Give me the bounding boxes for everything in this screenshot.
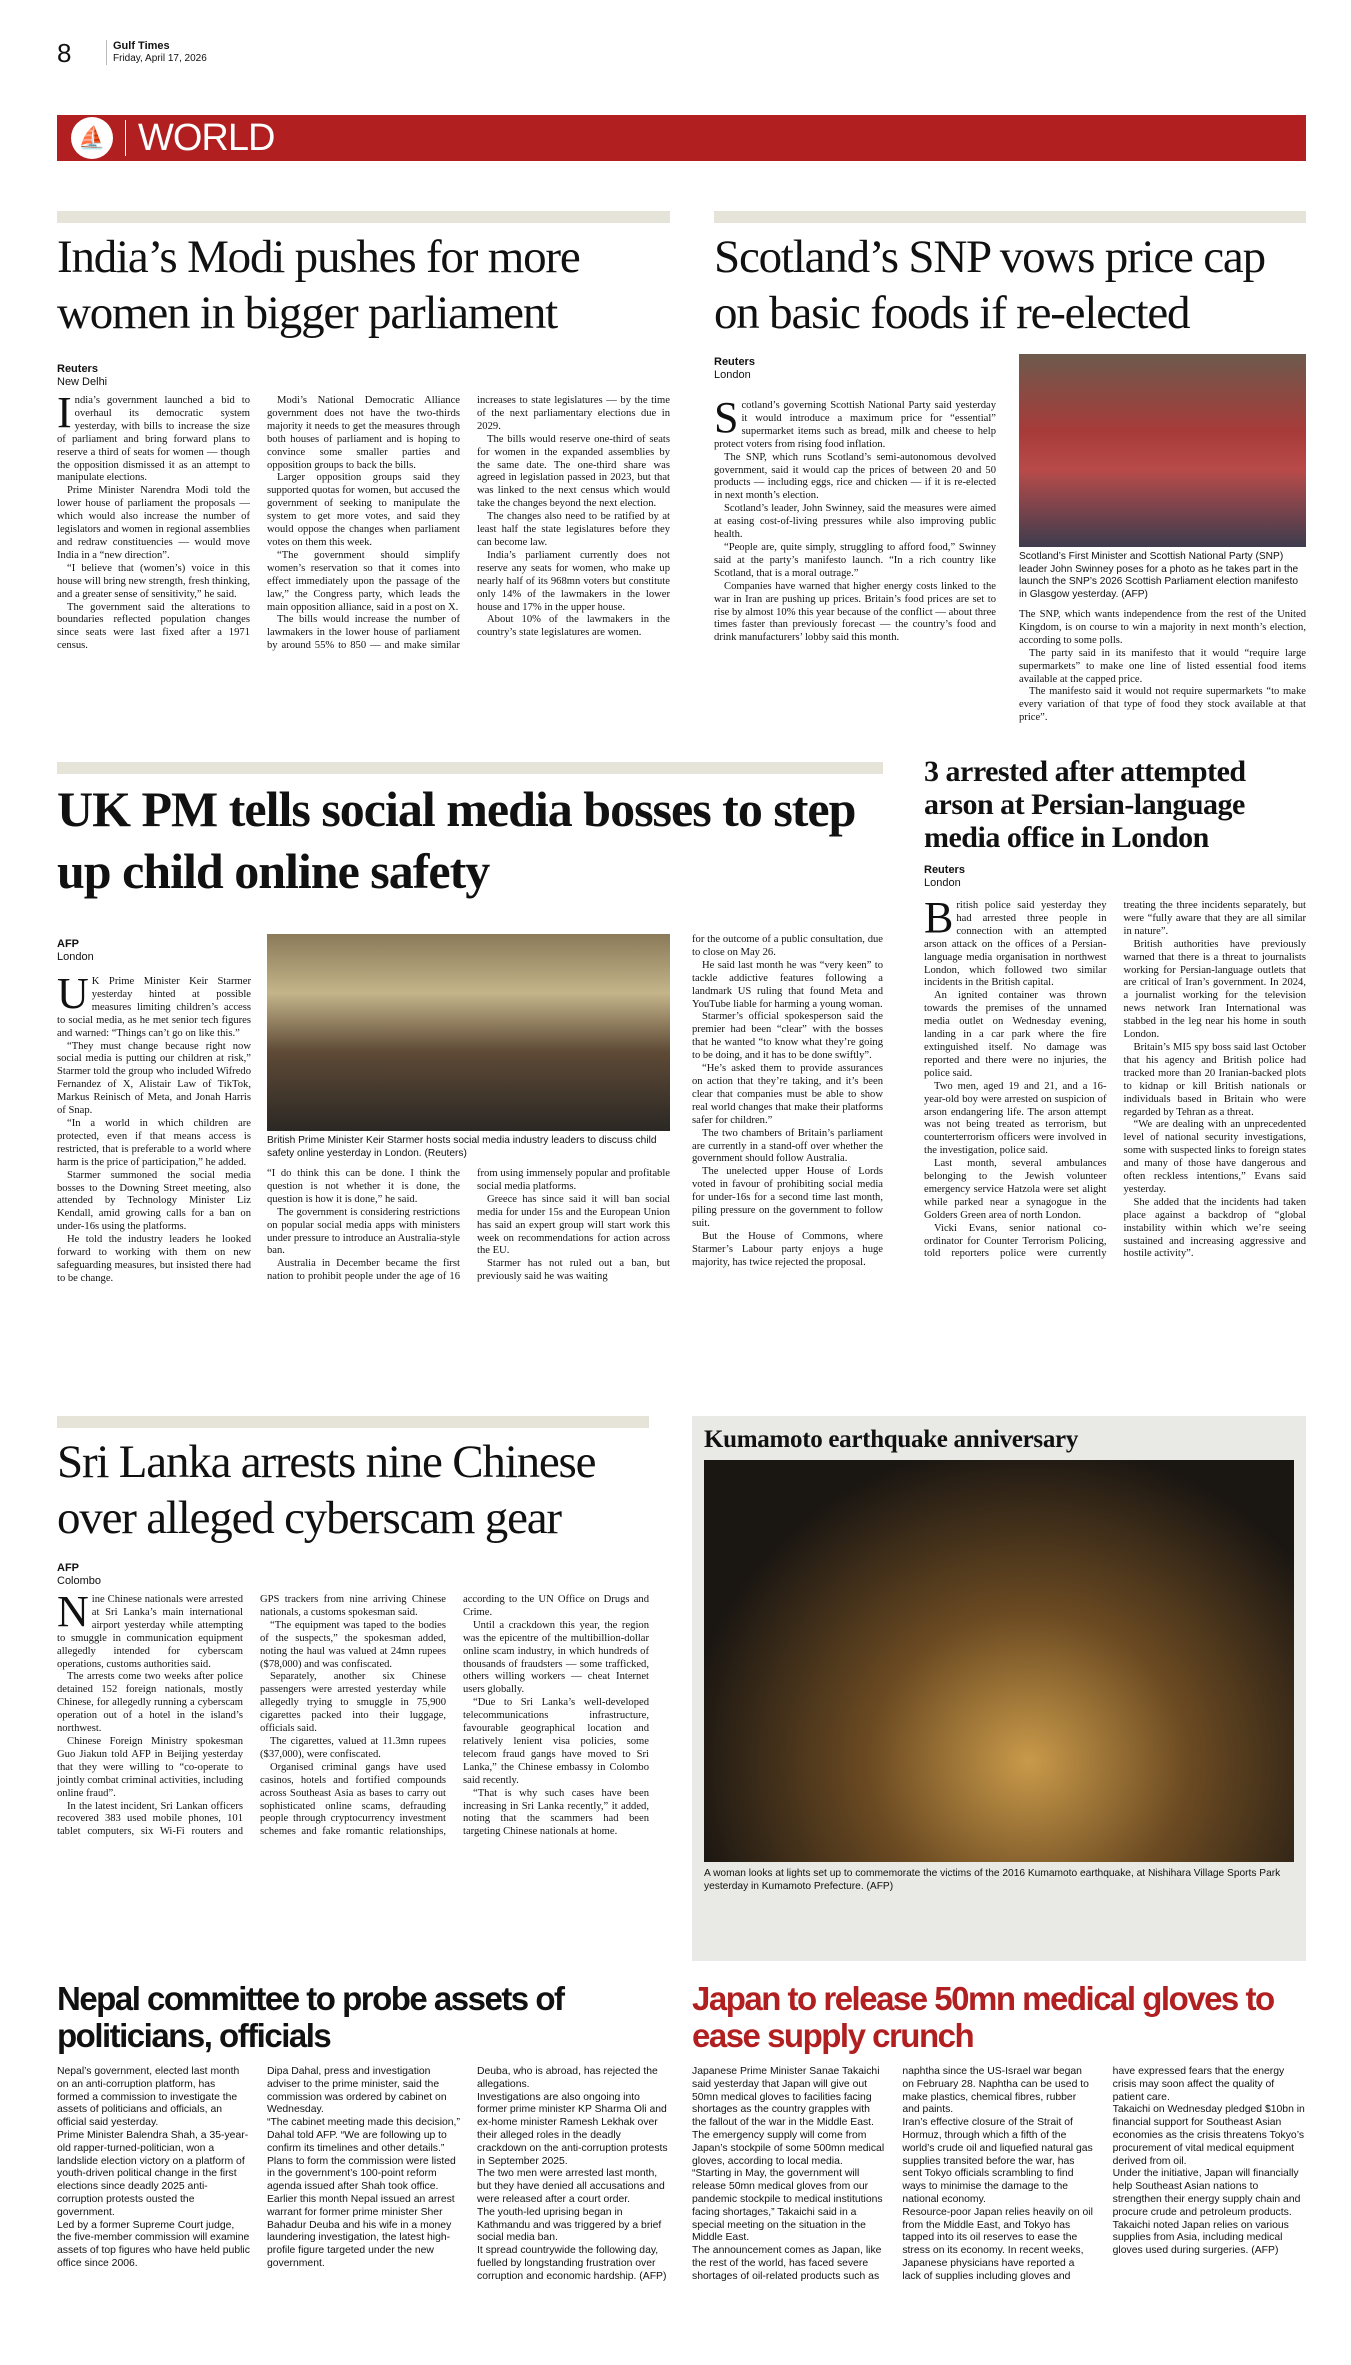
paragraph: The arrests come two weeks after police detained 152 foreign nationals, mostly Chinese, for allegedly running a cyberscam operation out of a hotel in the island’s northwest. — [57, 1671, 243, 1735]
article-body — [57, 969, 251, 1286]
article-body — [57, 1587, 649, 1839]
paragraph: India’s parliament currently does not reserve any seats for women, who make up nearly half of its 968mn voters but constitute only 14% of the lawmakers in the lower house and 17% in the upper house. — [477, 549, 670, 613]
page-number: 8 — [57, 38, 72, 68]
dhow-logo-icon: ⛵ — [71, 117, 113, 159]
paragraph: Larger opposition groups said they supported quotas for women, but accused the government of seeking to manipulate the system to get more votes, and said they would oppose the changes when parliament votes on them this week. — [267, 472, 460, 548]
photo-caption: A woman looks at lights set up to commemorate the victims of the 2016 Kumamoto earthquake, at Nishihara Village Sports Park yesterday in Kumamoto Prefecture. (AFP) — [704, 1868, 1281, 1892]
paragraph: The party said in its manifesto that it would “require large supermarkets” to make one line of listed essential food items available at the capped price. — [1019, 647, 1306, 685]
agency: AFP — [57, 938, 79, 950]
paragraph: Scotland’s leader, John Swinney, said the measures were aimed at easing cost-of-living pressures while also improving public health. — [714, 503, 996, 541]
byline — [57, 938, 251, 964]
paragraph: He said last month he was “very keen” to tackle addictive features following a landmark US ruling that found Meta and YouTube liable for harming a young woman. — [692, 959, 883, 1010]
paragraph: About 10% of the lawmakers in the country’s state legislatures are women. — [477, 614, 670, 639]
photo-feature-kumamoto — [692, 1416, 1306, 1961]
paragraph: The bills would reserve one-third of seats for women in the expanded assemblies by the same date. The one-third share was agreed in legislation passed in 2023, but that was linked to the next census which would take the changes beyond the next election. — [477, 433, 670, 510]
photo-starmer-meeting — [267, 934, 670, 1131]
paragraph: The two chambers of Britain’s parliament are currently in a stand-off over whether the government should follow Australia. — [692, 1127, 883, 1165]
paragraph: Vicki Evans, senior national co-ordinator for Counter Terrorism Policing, told reporters police were currently treating the three incidents separately, but were “fully aware that they are all similar in nature”. — [924, 900, 1306, 1260]
paragraph: The changes also need to be ratified by at least half the state legislatures before they can become law. — [477, 511, 670, 548]
paragraph: Takaichi on Wednesday pledged $10bn in financial support for Southeast Asian economies as the crisis threatens Tokyo’s procurement of vital medical equipment derived from oil. — [1112, 2104, 1305, 2167]
paragraph: Two men, aged 19 and 21, and a 16-year-old boy were arrested on suspicion of arson endangering life. The arson attempt was not being treated as terrorism, but counterterrorism officers were involved in the investigation, police said. — [924, 1080, 1107, 1157]
paragraph: The emergency supply will come from Japan’s stockpile of some 500mn medical gloves, according to local media. — [692, 2129, 885, 2167]
article-india — [57, 211, 670, 653]
paragraph: Starmer summoned the social media bosses to the Downing Street meeting, also attended by Technology Minister Liz Kendall, amid growing calls for a ban on under-16s using the platforms. — [57, 1169, 251, 1233]
article-uk-pm — [57, 762, 883, 1284]
paragraph: Starmer’s official spokesperson said the premier had been “clear” with the bosses that he wanted “to know what they’re going to be doing, and it has to be done swiftly”. — [692, 1011, 883, 1062]
dateline: London — [57, 951, 94, 963]
feature-title: Kumamoto earthquake anniversary — [704, 1426, 1079, 1453]
paragraph: Nepal’s government, elected last month on an anti-corruption platform, has formed a commission to investigate the assets of politicians and officials, an official said yesterday. — [57, 2066, 240, 2129]
paragraph: Australia in December became the first nation to prohibit people under the age of 16 from using immensely popular and profitable social media platforms. — [267, 1168, 670, 1283]
article-body — [57, 2066, 670, 2284]
agency: Reuters — [57, 363, 98, 375]
paragraph: Prime Minister Balendra Shah, a 35-year-old rapper-turned-politician, won a landslide election victory on a platform of youth-driven political change in the first elections since deadly 2025 anti-corruption protests ousted the government. — [57, 2129, 249, 2218]
byline — [57, 363, 237, 389]
paragraph: India’s government launched a bid to overhaul its democratic system yesterday, with bills to increase the size of parliament and bring forward plans to reserve a third of seats for women — though the opposition dismissed it as an attempt to manipulate elections. — [57, 388, 250, 484]
article-scotland — [714, 211, 1306, 724]
paragraph: The two men were arrested last month, but they have denied all accusations and were released after a court order. — [477, 2168, 665, 2205]
paragraph: Chinese Foreign Ministry spokesman Guo Jiakun told AFP in Beijing yesterday that they were willing to “co-operate to jointly combat criminal activities, including online fraud”. — [57, 1735, 243, 1799]
photo-caption: British Prime Minister Keir Starmer hosts social media industry leaders to discuss child safety online yesterday in London. (Reuters) — [267, 1135, 657, 1159]
divider — [714, 211, 1306, 223]
paragraph: Organised criminal gangs have used casinos, hotels and fortified compounds across Southeast Asia as bases to carry out sophisticated online scams, defrauding people through cryptocurrency investment schemes and fake romantic relationships, according to the UN Office on Drugs and Crime. — [260, 1594, 649, 1838]
paragraph: Earlier this month Nepal issued an arrest warrant for former prime minister Sher Bahadur Deuba and his wife in a money laundering investigation, the latest high-profile figure targeted under the new government. — [267, 2193, 455, 2269]
paragraph: Nine Chinese nationals were arrested at Sri Lanka’s main international airport yesterday while attempting to smuggle in communication equipment allegedly intended for cyberscam operations, customs authorities said. — [57, 1587, 243, 1670]
section-title: WORLD — [138, 116, 275, 159]
paragraph: Scotland’s governing Scottish National Party said yesterday it would introduce a maximum price for “essential” supermarket items such as bread, milk and cheese to help protect voters from rising food inflation. — [714, 393, 996, 450]
paragraph: Led by a former Supreme Court judge, the five-member commission will examine assets of top figures who have held public office since 2006. — [57, 2219, 250, 2269]
paragraph: “We are dealing with an unprecedented level of national security investigations, some with suspected links to foreign states and many of those have dangerous and often reckless intentions,” Evans said yesterday. — [1123, 1119, 1306, 1195]
headline: Japan to release 50mn medical gloves to ease supply crunch — [692, 1980, 1274, 2054]
headline: Sri Lanka arrests nine Chinese over alleged cyberscam gear — [57, 1436, 596, 1544]
paragraph: It spread countrywide the following day, fuelled by longstanding frustration over corruption and economic hardship. (AFP) — [477, 2245, 667, 2282]
article-body-continued — [267, 1168, 670, 1284]
paragraph: The cigarettes, valued at 11.3mn rupees ($37,000), were confiscated. — [260, 1735, 446, 1760]
agency: Reuters — [924, 864, 965, 876]
paragraph: The announcement comes as Japan, like the rest of the world, has faced severe shortages of oil-related products such as naphtha since the US-Israel war began on February 28. Naphtha can be used to make plastics, chemical fibres, rubber and paints. — [692, 2066, 1089, 2282]
photo-lanterns — [704, 1460, 1294, 1862]
headline: 3 arrested after attempted arson at Persian-language media office in London — [924, 755, 1246, 854]
paragraph: Dipa Dahal, press and investigation adviser to the prime minister, said the commission was ordered by cabinet on Wednesday. — [267, 2066, 447, 2116]
dateline: New Delhi — [57, 376, 108, 388]
article-body — [924, 893, 1306, 1261]
paragraph: An ignited container was thrown towards the premises of the unnamed media outlet on Wednesday evening, landing in a car park where the fire extinguished itself. No damage was reported and there were no injuries, the police said. — [924, 990, 1107, 1079]
article-body — [714, 393, 996, 645]
paragraph: Until a crackdown this year, the region was the epicentre of the multibillion-dollar online scam industry, in which hundreds of thousands of fraudsters — some trafficked, others willing workers — cheat Internet users globally. — [463, 1619, 649, 1696]
divider — [57, 1416, 649, 1428]
paragraph: Greece has since said it will ban social media for under 15s and the European Union has said an expert group will start work this week on recommendations for action across the EU. — [477, 1193, 670, 1257]
section-banner — [57, 115, 1306, 161]
agency: Reuters — [714, 356, 755, 368]
paragraph: Prime Minister Narendra Modi told the lower house of parliament the proposals — which would also increase the number of legislators and women in regional assemblies and redraw constituencies — would move India in a “new direction”. — [57, 485, 250, 561]
paragraph: But the House of Commons, where Starmer’s Labour party enjoys a huge majority, has twice rejected the proposal. — [692, 1230, 883, 1268]
paragraph: The SNP, which wants independence from the rest of the United Kingdom, is on course to win a majority in next month’s election, according to some polls. — [1019, 609, 1306, 646]
paragraph: “He’s asked them to provide assurances on action that they’re taking, and it’s been clear that companies must be able to show real world changes that make their platforms safer for children.” — [692, 1063, 883, 1126]
paragraph: Separately, another six Chinese passengers were arrested yesterday while allegedly trying to smuggle in 75,900 cigarettes packed into their luggage, officials said. — [260, 1671, 446, 1735]
paragraph: Companies have warned that higher energy costs linked to the war in Iran are pushing up prices. Britain’s food prices are set to rise by almost 10% this year because of the conflict — about three times faster than previously forecast — the country’s food and drink manufacturers’ lobby said this month. — [714, 580, 996, 644]
paragraph: “Starting in May, the government will release 50mn medical gloves from our pandemic stockpile to medical institutions facing shortages,” Takaichi said in a special meeting on the situation in the Middle East. — [692, 2168, 883, 2244]
divider — [125, 120, 126, 156]
paragraph: UK Prime Minister Keir Starmer yesterday hinted at possible measures limiting children’s access to social media, as he met senior tech figures and warned: “Things can’t go on like this.” — [57, 969, 251, 1039]
paragraph: “I believe that (women’s) voice in this house will bring new strength, fresh thinking, and a greater sense of sensitivity,” he said. — [57, 562, 251, 600]
byline — [714, 356, 996, 382]
paragraph: “People are, quite simply, struggling to afford food,” Swinney said at the party’s manifesto launch. “In a rich country like Scotland, that is a moral outrage.” — [714, 541, 996, 579]
paragraph: Investigations are also ongoing into former prime minister KP Sharma Oli and ex-home minister Ramesh Lekhak over their alleged roles in the deadly crackdown on the anti-corruption protests in September 2025. — [477, 2091, 668, 2167]
dateline: London — [924, 877, 961, 889]
divider — [57, 211, 670, 223]
paragraph: “Due to Sri Lanka’s well-developed telecommunications infrastructure, favourable geographical location and relatively lenient visa policies, some telecom fraud gangs have moved to Sri Lanka,” the Chinese embassy in Colombo said recently. — [463, 1697, 649, 1786]
paragraph: In the latest incident, Sri Lankan officers recovered 383 used mobile phones, 101 tablet computers, six Wi-Fi routers and GPS trackers from nine arriving Chinese nationals, a customs spokesman said. — [57, 1594, 446, 1838]
headline: Nepal committee to probe assets of politicians, officials — [57, 1980, 564, 2054]
article-japan — [692, 1980, 1306, 2284]
paragraph: Starmer has not ruled out a ban, but previously said he was waiting — [477, 1258, 670, 1283]
article-nepal — [57, 1980, 670, 2284]
paragraph: Modi’s National Democratic Alliance government does not have the two-thirds majority it needs to get the measures through both houses of parliament and is hoping to convince some smaller parties and opposition groups to back the bills. — [267, 395, 460, 471]
byline — [57, 1562, 649, 1588]
paragraph: Under the initiative, Japan will financially help Southeast Asian nations to strengthen their energy supply chain and procure crude and petroleum products. Takaichi noted Japan relies on various supplies from Asia, including medical gloves used during surgeries. (AFP) — [1112, 2168, 1301, 2257]
agency: AFP — [57, 1562, 79, 1574]
paragraph: Iran’s effective closure of the Strait of Hormuz, through which a fifth of the world’s crude oil and liquefied natural gas supplies transited before the war, has sent Tokyo officials scrambling to find ways to minimise the damage to the national economy. — [902, 2117, 1093, 2205]
article-srilanka — [57, 1416, 649, 1839]
paragraph: “In a world in which children are protected, even if that means access is restricted, that is preferable to a world where harm is the price of participation,” he added. — [57, 1117, 251, 1168]
paragraph: Deuba, who is abroad, has rejected the allegations. — [477, 2066, 658, 2090]
paragraph: He told the industry leaders he looked forward to working with them on new safeguarding measures, but insisted there had to be change. — [57, 1234, 251, 1284]
headline: India’s Modi pushes for more women in bigger parliament — [57, 231, 580, 339]
paragraph: She added that the incidents had taken place against a backdrop of “global instability within which we’re seeing sustained and increasing aggressive and hostile activity”. — [1123, 1196, 1306, 1260]
headline: UK PM tells social media bosses to step up child online safety — [57, 781, 856, 899]
paragraph: Britain’s MI5 spy boss said last October that his agency and British police had tracked more than 20 Iranian-backed plots to kidnap or kill British nationals or individuals based in Britain who were regarded by Tehran as a threat. — [1123, 1041, 1306, 1118]
byline — [924, 864, 1306, 890]
paragraph: The government said the alterations to boundaries reflected population changes since seats were last fixed after a 1971 census. — [57, 601, 250, 652]
paragraph: “I do think this can be done. I think the question is not whether it is done, the question is how it is done,” he said. — [267, 1168, 460, 1205]
paragraph: “They must change because right now social media is putting our children at risk,” Starmer told the group who included Wifredo Fernandez of X, Alistair Law of TikTok, Markus Reinisch of Meta, and Jonah Harris of Snap. — [57, 1040, 251, 1117]
dateline: Colombo — [57, 1575, 102, 1587]
paragraph: “The equipment was taped to the bodies of the suspects,” the spokesman added, noting the haul was valued at 24mn rupees ($78,000) and was confiscated. — [260, 1619, 446, 1670]
masthead — [106, 40, 207, 65]
photo-caption: Scotland’s First Minister and Scottish National Party (SNP) leader John Swinney poses for a photo as he takes part in the launch the SNP’s 2026 Scottish Parliament election manifesto in Glasgow yesterday. (AFP) — [1019, 551, 1299, 600]
paragraph: Resource-poor Japan relies heavily on oil from the Middle East, and Tokyo has tapped into its oil reserves to ease the stress on its economy. In recent weeks, Japanese physicians have reported a lack of supplies including gloves and have expressed fears that the energy crisis may soon affect the quality of patient care. — [902, 2066, 1285, 2282]
paragraph: for the outcome of a public consultation, due to close on May 26. — [692, 934, 883, 958]
paragraph: The bills would increase the number of lawmakers in the lower house of parliament by around 55% to 850 — and make similar increases to state legislatures — by the time of the next parliamentary elections due in 2029. — [267, 395, 670, 652]
paragraph: The manifesto said it would not require supermarkets “to make every variation of that type of food they stock available at that price”. — [1019, 686, 1306, 724]
article-body — [692, 2066, 1306, 2284]
paragraph: The unelected upper House of Lords voted in favour of prohibiting social media for under-16s for a second time last month, piling pressure on the government to follow suit. — [692, 1166, 883, 1229]
dateline: London — [714, 369, 751, 381]
paragraph: “The cabinet meeting made this decision,” Dahal told AFP. “We are following up to confirm its timelines and other details.” — [267, 2117, 460, 2154]
paper-name: Gulf Times — [113, 40, 170, 52]
paragraph: The government is considering restrictions on popular social media apps with ministers under pressure to introduce an Australia-style ban. — [267, 1206, 460, 1257]
paragraph: British police said yesterday they had arrested three people in connection with an attempted arson attack on the offices of a Persian-language media organisation in northwest London, which followed two similar incidents in the British capital. — [924, 893, 1107, 989]
article-body-continued — [692, 934, 883, 1270]
article-body — [57, 388, 670, 653]
issue-date: Friday, April 17, 2026 — [113, 53, 207, 64]
headline: Scotland’s SNP vows price cap on basic foods if re-elected — [714, 231, 1265, 339]
paragraph: The youth-led uprising began in Kathmandu and was triggered by a brief social media ban. — [477, 2206, 662, 2244]
paragraph: The SNP, which runs Scotland’s semi-autonomous devolved government, said it would cap the prices of between 20 and 50 products — including eggs, rice and chicken — if it is re-elected in next month’s election. — [714, 451, 996, 502]
paragraph: “The government should simplify women’s reservation so that it comes into effect immediately upon the passage of the law,” the Congress party, which leads the main opposition alliance, said in a post on X. — [267, 549, 460, 613]
paragraph: British authorities have previously warned that there is a threat to journalists working for Persian-language outlets that are critical of Iran’s government. In 2024, a journalist working for the television news network Iran International was stabbed in the leg near his home in south London. — [1123, 938, 1306, 1041]
article-arson — [924, 755, 1306, 1261]
paragraph: Japanese Prime Minister Sanae Takaichi said yesterday that Japan will give out 50mn medical gloves to facilities facing shortages as the country grapples with the fallout of the war in the Middle East. — [692, 2066, 880, 2129]
paragraph: “That is why such cases have been increasing in Sri Lanka recently,” it added, noting that the scammers had been targeting Chinese nationals at home. — [463, 1787, 649, 1838]
paragraph: Plans to form the commission were listed in the government’s 100-point reform agenda issued after Shah took office. — [267, 2155, 456, 2193]
photo-swinney — [1019, 354, 1306, 547]
divider — [57, 762, 883, 774]
article-body-continued — [1019, 609, 1306, 725]
paragraph: Last month, several ambulances belonging to the Jewish volunteer emergency service Hatzola were set alight while parked near a synagogue in the Golders Green area of north London. — [924, 1158, 1107, 1221]
